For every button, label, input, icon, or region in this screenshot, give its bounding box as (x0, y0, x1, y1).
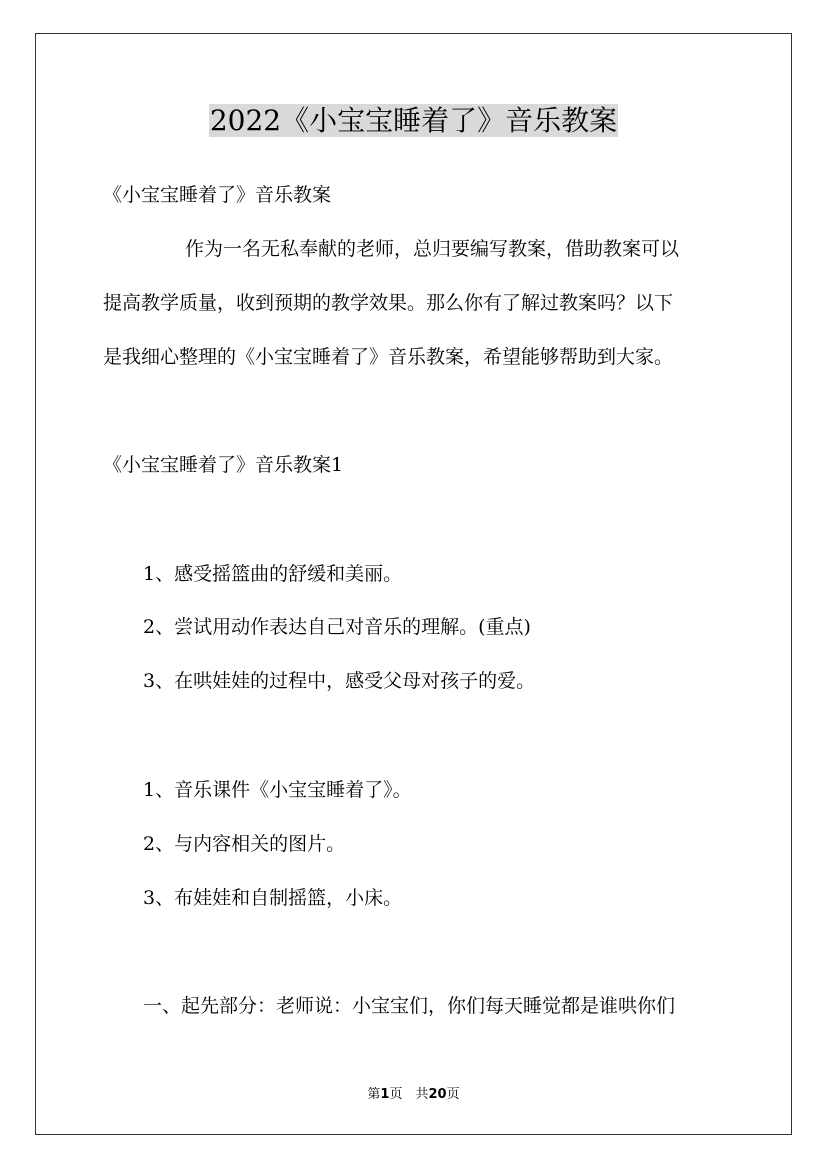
subtitle: 《小宝宝睡着了》音乐教案 (103, 184, 332, 206)
material-item-2: 2、与内容相关的图片。 (143, 833, 346, 855)
footer-prefix: 第 (367, 1087, 381, 1102)
process-line-1: 一、起先部分：老师说：小宝宝们，你们每天睡觉都是谁哄你们 (143, 995, 676, 1017)
intro-line-2: 提高教学质量，收到预期的教学效果。那么你有了解过教案吗？以下 (103, 292, 674, 314)
intro-line-1: 作为一名无私奉献的老师，总归要编写教案，借助教案可以 (185, 238, 680, 260)
material-item-3: 3、布娃娃和自制摇篮，小床。 (143, 887, 403, 909)
footer-total-pages: 20 (428, 1087, 447, 1102)
footer-current-page: 1 (380, 1087, 390, 1102)
document-title (0, 101, 827, 141)
footer-mid: 页 共 (389, 1087, 429, 1102)
intro-line-3: 是我细心整理的《小宝宝睡着了》音乐教案，希望能够帮助到大家。 (103, 346, 674, 368)
footer-suffix: 页 (446, 1087, 460, 1102)
goal-item-1: 1、感受摇篮曲的舒缓和美丽。 (143, 563, 403, 585)
page-footer (0, 1083, 827, 1102)
section-heading: 《小宝宝睡着了》音乐教案1 (103, 454, 344, 476)
material-item-1: 1、音乐课件《小宝宝睡着了》。 (143, 779, 412, 801)
goal-item-3: 3、在哄娃娃的过程中，感受父母对孩子的爱。 (143, 670, 536, 692)
goal-item-2: 2、尝试用动作表达自己对音乐的理解。(重点) (143, 616, 531, 638)
document-title-text: 2022《小宝宝睡着了》音乐教案 (209, 104, 618, 137)
